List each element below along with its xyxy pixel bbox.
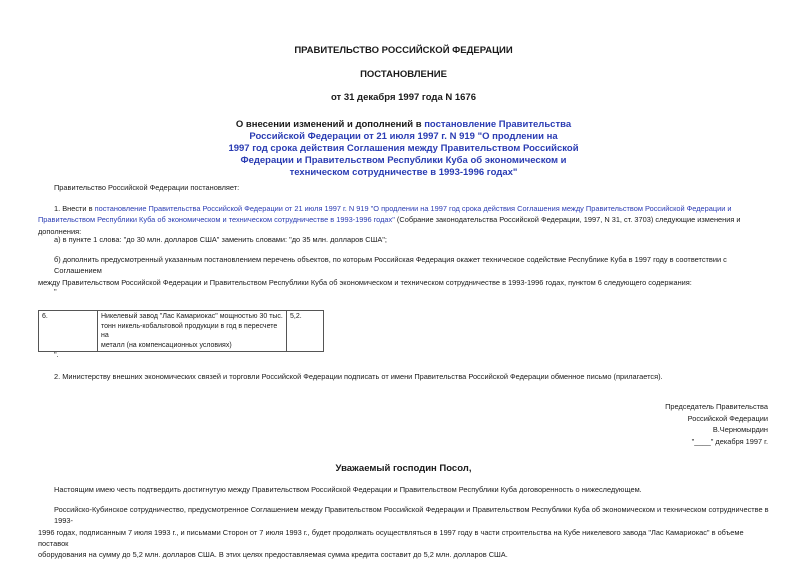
open-quote: " [54,287,57,296]
paragraph-2: 2. Министерству внешних экономических связей и торговли Российской Федерации подписать от имени Правительства Российской Федерации обменное письмо (прилагается). [54,372,663,381]
government-heading: ПРАВИТЕЛЬСТВО РОССИЙСКОЙ ФЕДЕРАЦИИ [294,45,513,56]
paragraph-b-line-1: б) дополнить предусмотренный указанным постановлением перечень объектов, по которым Российская Федерация окажет техническое содействие Республике Куба в 1997 году в соответствии с Соглашением [54,255,727,276]
paragraph-1 [38,203,769,237]
title-prefix: О внесении изменений и дополнений в [235,119,425,130]
paragraph-b-line-2: между Правительством Российской Федерации и Правительством Республики Куба об экономическом и техническом сотрудничестве в 1993-1996 годах, пунктом 6 следующего содержания: [38,277,692,287]
title-link-4[interactable]: Федерации и Правительством Республики Куба об экономическом и [240,155,567,166]
close-quote: ". [54,350,59,359]
p1-link-a[interactable]: постановление Правительства Российской Федерации от 21 июля 1997 г. N 919 "О продлении на 1997 год срока действия Соглашения между Правительством Российской Федерации и [94,204,732,213]
objects-table [38,310,324,352]
document-type-heading: ПОСТАНОВЛЕНИЕ [360,69,447,80]
letter-paragraph-2-line-1: Российско-Кубинское сотрудничество, предусмотренное Соглашением между Правительством Российской Федерации и Правительством Республики Куба об экономическом и техническом сотрудничестве в 1993- [54,505,769,526]
letter-paragraph-1: Настоящим имею честь подтвердить достигнутую между Правительством Российской Федерации и Правительством Республики Куба договоренность о нижеследующем. [54,485,642,494]
signature-block [665,401,768,447]
signature-organization: Российской Федерации [687,413,768,423]
p1-link-b[interactable]: Правительством Республики Куба об экономическом и техническом сотрудничестве в 1993-1996 годах" [38,215,395,225]
document-date-number: от 31 декабря 1997 года N 1676 [330,92,476,103]
p1-end: (Собрание законодательства Российской Федерации, 1997, N 31, ст. 3703) следующие изменения и дополнения: [38,215,741,236]
paragraph-b [38,254,769,288]
title-link-3[interactable]: 1997 год срока действия Соглашения между Правительством Российской [228,143,579,154]
title-line-1 [0,119,807,131]
signature-date: "____" декабря 1997 г. [691,436,768,446]
letter-paragraph-2-line-3: оборудования на сумму до 5,2 млн. долларов США. В этих целях предоставляемая сумма кредита составит до 5,2 млн. долларов США. [38,550,508,560]
letter-salutation: Уважаемый господин Посол, [335,463,472,474]
signature-name: В.Черномырдин [712,425,768,435]
paragraph-1-line-1 [38,203,769,214]
document-title [0,119,807,179]
description-line-1: Никелевый завод "Лас Камариокас" мощностью 30 тыс. [101,313,283,320]
letter-paragraph-2 [38,504,769,560]
signature-position: Председатель Правительства [665,402,768,411]
letter-paragraph-2-line-2: 1996 годах, подписанным 7 июля 1993 г., и письмами Сторон от 7 июля 1993 г., будет продолжать осуществляться в 1997 году в части строительства на Кубе никелевого завода "Лас Камариокас" в объеме поставок [38,527,744,548]
table-cell-value: 5,2. [287,311,324,352]
title-link-2[interactable]: Российской Федерации от 21 июля 1997 г. N 919 "О продлении на [249,131,558,142]
p1-start: 1. Внести в [54,204,95,213]
description-line-3: металл (на компенсационных условиях) [101,341,232,349]
table-cell-number: 6. [39,311,98,352]
table-row [39,311,324,352]
table-cell-description [98,311,287,352]
title-link-1[interactable]: постановление Правительства [424,119,572,130]
description-line-2: тонн никель-кобальтовой продукции в год в пересчете на [101,322,278,340]
intro-paragraph: Правительство Российской Федерации постановляет: [54,183,240,192]
paragraph-a: а) в пункте 1 слова: "до 30 млн. долларов США" заменить словами: "до 35 млн. долларов США"; [54,235,387,244]
title-link-5[interactable]: техническом сотрудничестве в 1993-1996 годах" [289,167,518,178]
